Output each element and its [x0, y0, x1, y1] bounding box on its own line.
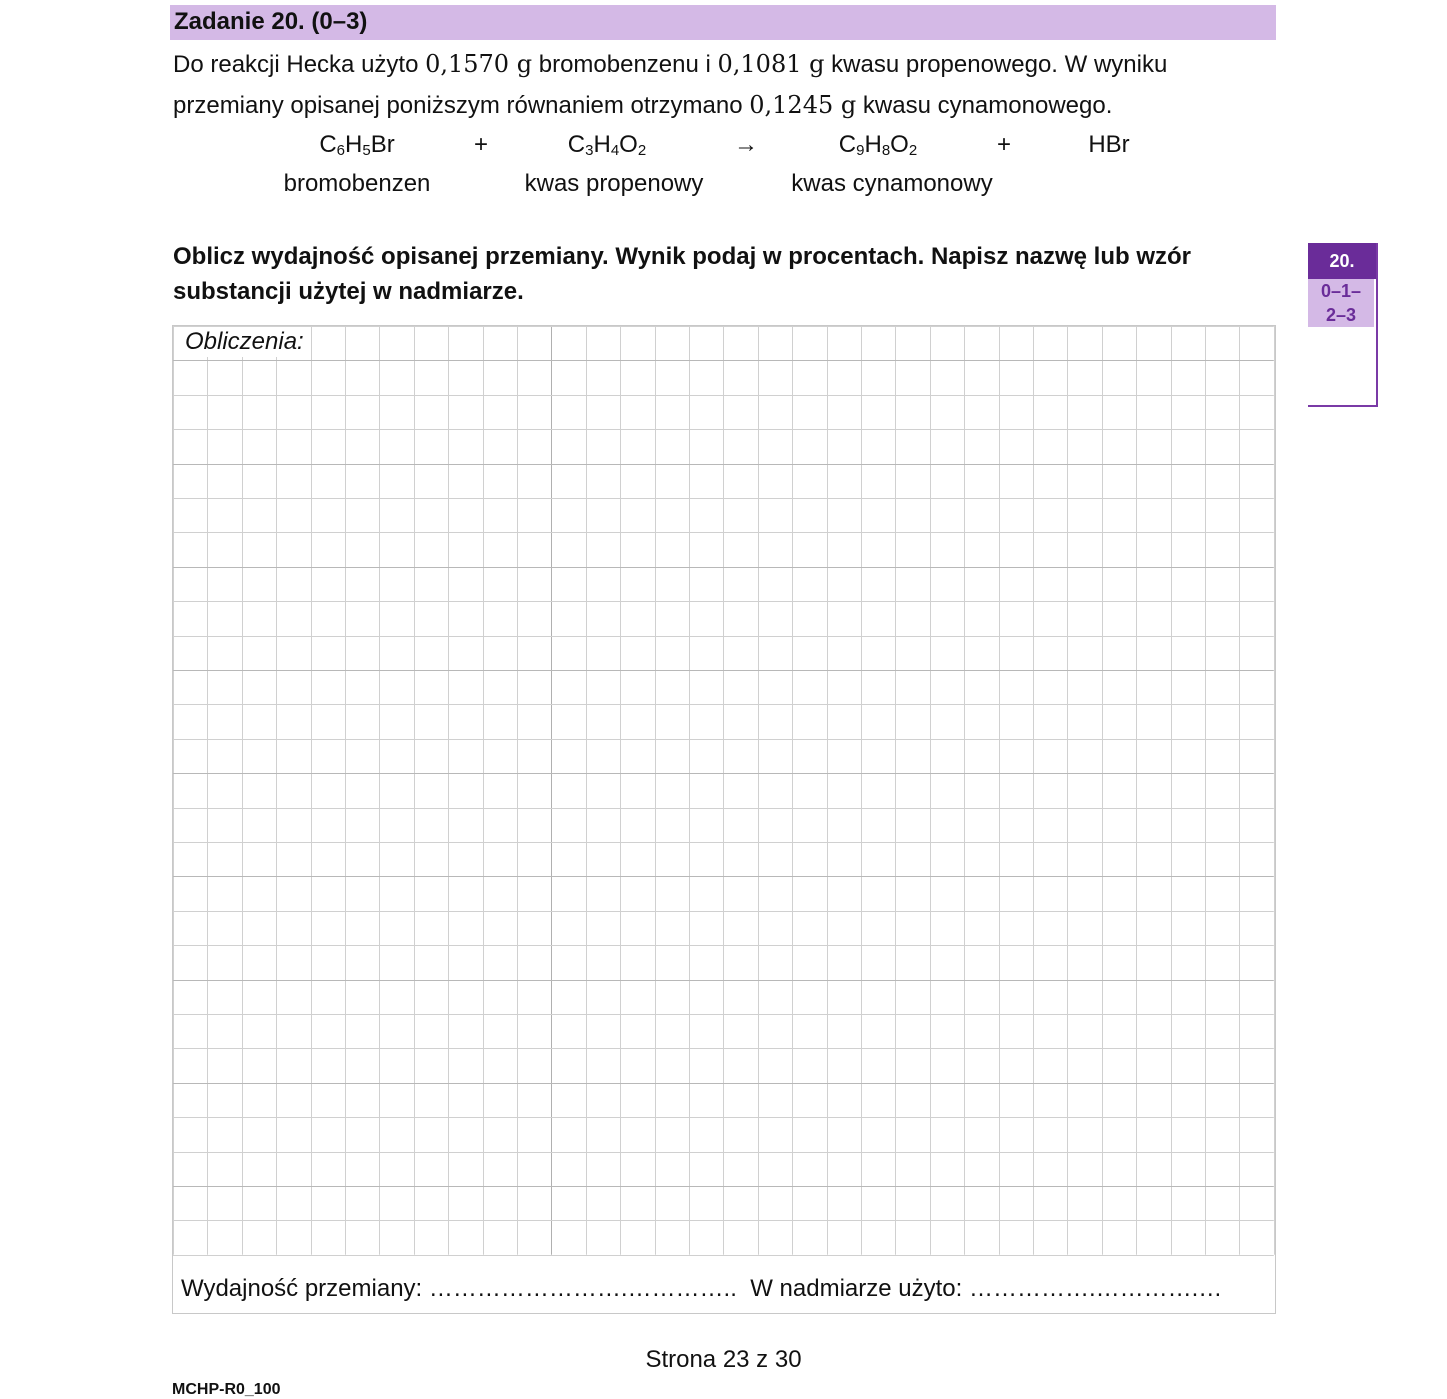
task-header: [170, 5, 1276, 40]
intro-text-1: Do reakcji Hecka użyto: [173, 51, 426, 78]
excess-label: W nadmiarze użyto:: [736, 1275, 969, 1302]
score-scale-line-2: 2–3: [1325, 305, 1357, 325]
calculation-label: Obliczenia:: [185, 327, 308, 357]
plus-sign-1: +: [473, 131, 489, 158]
task-intro: [173, 44, 1283, 126]
reaction-arrow: →: [734, 131, 758, 158]
mass-bromobenzene: 0,1570 g: [425, 50, 533, 78]
answer-line: [181, 1275, 1222, 1303]
calculation-area[interactable]: [172, 325, 1276, 1314]
name-cinnamic-acid: kwas cynamonowy: [791, 170, 993, 197]
intro-text-4: kwasu cynamonowego.: [856, 92, 1113, 119]
page-number: Strona 23 z 30: [645, 1346, 802, 1373]
score-box: [1308, 243, 1378, 407]
score-scale-line-1: 0–1–: [1320, 281, 1362, 301]
score-task-number: 20.: [1308, 243, 1376, 279]
formula-propenoic-acid: $C_3H_4O_2$: [567, 131, 647, 159]
intro-text-2: bromobenzenu i: [532, 51, 718, 78]
name-bromobenzene: bromobenzen: [283, 170, 431, 197]
formula-cinnamic-acid: $C_9H_8O_2$: [838, 131, 918, 159]
name-propenoic-acid: kwas propenowy: [524, 170, 704, 197]
exam-code: MCHP-R0_100: [172, 1381, 281, 1398]
excess-answer-field[interactable]: …………….………….…: [968, 1275, 1223, 1302]
mass-propenoic-acid: 0,1081 g: [717, 50, 825, 78]
intro-text-3: kwasu propenowego. W wyniku przemiany opisanej poniższym równaniem otrzymano: [173, 51, 1168, 119]
mass-cinnamic-acid: 0,1245 g: [749, 91, 857, 119]
formula-bromobenzene: $C_6H_5Br$: [319, 131, 395, 159]
score-scale: [1308, 279, 1374, 327]
yield-answer-field[interactable]: …………………….…………..: [428, 1275, 737, 1302]
calculation-grid: [173, 326, 1275, 1313]
formula-hbr: HBr: [1088, 131, 1130, 158]
yield-label: Wydajność przemiany:: [181, 1275, 429, 1302]
task-question: Oblicz wydajność opisanej przemiany. Wynik podaj w procentach. Napisz nazwę lub wzór substancji użytej w nadmiarze.: [173, 243, 1191, 305]
task-title: Zadanie 20. (0–3): [174, 8, 368, 35]
plus-sign-2: +: [996, 131, 1012, 158]
